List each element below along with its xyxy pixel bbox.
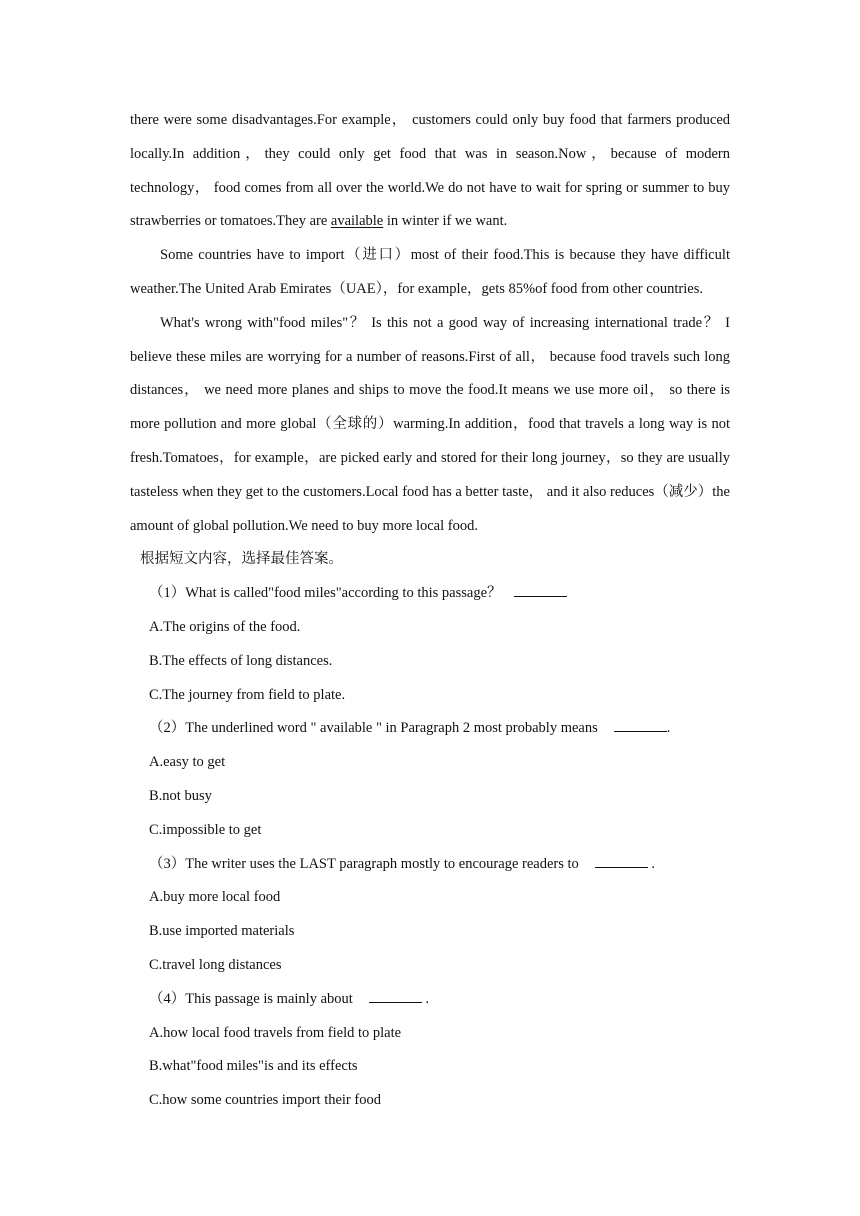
question-stem (130, 983, 730, 1017)
question-stem (130, 848, 730, 882)
option-b: B.not busy (149, 787, 212, 804)
passage-paragraph-2: Some countries have to import（进口）most of their food.This is because they have difficult weather.The United Arab Emirates（UAE），for example，gets 85%of food from other countries. (130, 247, 730, 297)
option-a: A.buy more local food (149, 889, 281, 906)
question-stem (130, 712, 730, 746)
option-a: A.easy to get (149, 754, 226, 771)
question-2-tail: . (666, 720, 671, 737)
option-c: C.how some countries import their food (149, 1092, 381, 1109)
option-c: C.impossible to get (149, 821, 262, 838)
question-2 (130, 712, 730, 847)
option-a: A.how local food travels from field to plate (149, 1024, 402, 1041)
question-3-stem: （3）The writer uses the LAST paragraph mostly to encourage readers to (149, 855, 579, 872)
answer-blank (614, 717, 667, 732)
option-a: A.The origins of the food. (149, 618, 301, 635)
answer-blank (595, 853, 648, 868)
option-b: B.use imported materials (149, 923, 295, 940)
paragraph-1-text-b: in winter if we want. (383, 213, 508, 230)
question-4-stem: （4）This passage is mainly about (149, 990, 353, 1007)
question-3-tail: . (647, 855, 656, 872)
passage-paragraph-3: What's wrong with"food miles"？ Is this not a good way of increasing international trade？ I believe these miles are worrying for a number of reasons.First of all， because food travels such long distances， we need more planes and ships to move the food.It means we use more oil， so there is more pollution and more global（全球的）warming.In addition，food that travels a long way is not fresh.Tomatoes，for example，are picked early and stored for their long journey，so they are usually tasteless when they get to the customers.Local food has a better taste， and it also reduces（减少）the amount of global pollution.We need to buy more local food. (130, 314, 730, 534)
option-c: C.travel long distances (149, 956, 282, 973)
answer-blank (369, 988, 422, 1003)
question-3 (130, 848, 730, 983)
instructions: 根据短文内容，选择最佳答案。 (140, 551, 343, 568)
question-stem (130, 577, 730, 611)
paragraph-1-text-a: there were some disadvantages.For example， customers could only buy food that farmers produced locally.In addition，they could only get food that was in season.Now，because of modern technology， food comes from all over the world.We do not have to wait for spring or summer to buy strawberries or tomatoes.They are (130, 112, 730, 230)
document-page (130, 104, 730, 1118)
question-1-stem: （1）What is called"food miles"according to this passage？ (149, 585, 502, 602)
underlined-word-available: available (330, 213, 384, 230)
passage-paragraph-1 (130, 104, 730, 239)
option-b: B.The effects of long distances. (149, 652, 333, 669)
option-b: B.what"food miles"is and its effects (149, 1058, 358, 1075)
answer-blank (514, 582, 567, 597)
option-c: C.The journey from field to plate. (149, 686, 346, 703)
question-2-stem: （2）The underlined word " available " in Paragraph 2 most probably means (149, 720, 598, 737)
question-4 (130, 983, 730, 1118)
question-4-tail: . (421, 990, 430, 1007)
question-1 (130, 577, 730, 712)
